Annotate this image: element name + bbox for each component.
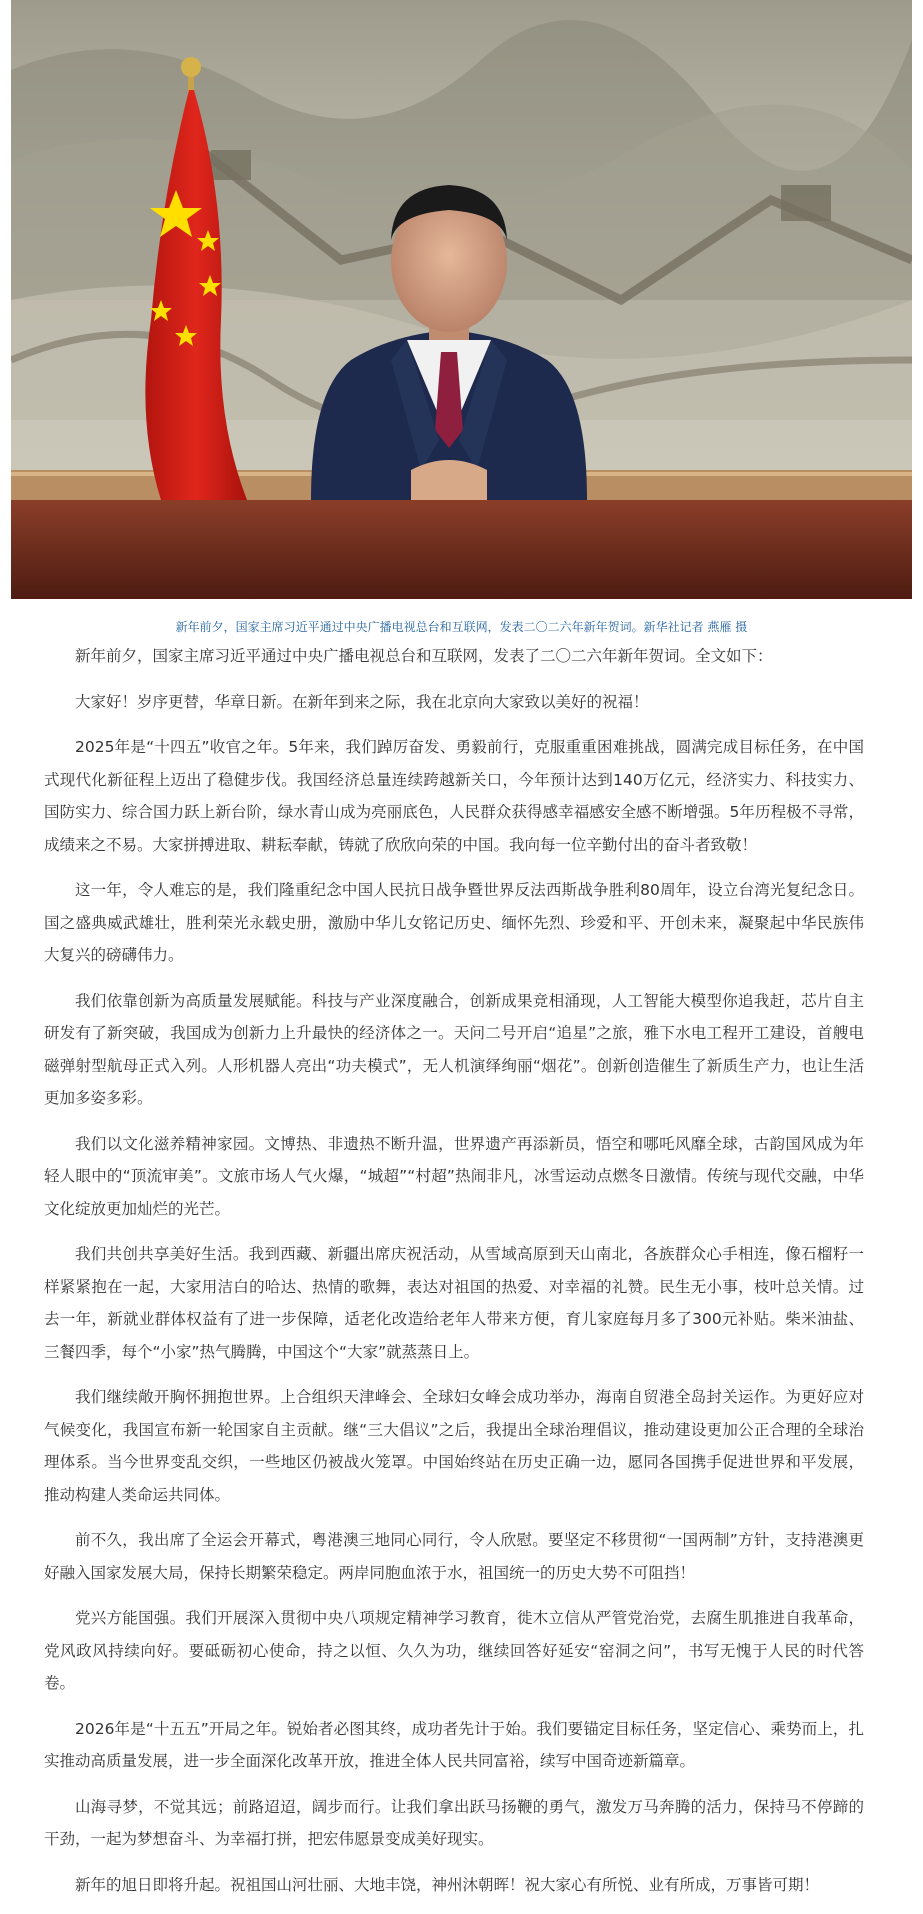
paragraph-text: 山海寻梦，不觉其远；前路迢迢，阔步而行。让我们拿出跃马扬鞭的勇气，激发万马奔腾的活力，保持马不停蹄的干劲，一起为梦想奋斗、为幸福打拼，把宏伟愿景变成美好现实。 bbox=[44, 1797, 864, 1848]
paragraph bbox=[44, 1869, 864, 1902]
paragraph bbox=[44, 1128, 864, 1226]
photo-caption: 新年前夕，国家主席习近平通过中央广播电视总台和互联网，发表二〇二六年新年贺词。新华社记者 燕雁 摄 bbox=[175, 620, 748, 634]
paragraph-text: 我们以文化滋养精神家园。文博热、非遗热不断升温，世界遗产再添新员，悟空和哪吒风靡全球，古韵国风成为年轻人眼中的“顶流审美”。文旅市场人气火爆，“城超”“村超”热闹非凡，冰雪运动点燃冬日激情。传统与现代交融，中华文化绽放更加灿烂的光芒。 bbox=[44, 1134, 864, 1218]
paragraph bbox=[44, 640, 864, 673]
paragraph-text: 2026年是“十五五”开局之年。锐始者必图其终，成功者先计于始。我们要锚定目标任务，坚定信心、乘势而上，扎实推动高质量发展，进一步全面深化改革开放，推进全体人民共同富裕，续写中国奇迹新篇章。 bbox=[44, 1719, 864, 1770]
paragraph-text: 大家好！岁序更替，华章日新。在新年到来之际，我在北京向大家致以美好的祝福！ bbox=[75, 692, 649, 711]
paragraph bbox=[44, 1524, 864, 1589]
news-photo bbox=[11, 0, 912, 599]
article-body bbox=[44, 640, 864, 1914]
paragraph bbox=[44, 1791, 864, 1856]
paragraph bbox=[44, 985, 864, 1115]
paragraph-text: 新年的旭日即将升起。祝祖国山河壮丽、大地丰饶，神州沐朝晖！祝大家心有所悦、业有所成，万事皆可期！ bbox=[75, 1875, 820, 1894]
paragraph-text: 我们依靠创新为高质量发展赋能。科技与产业深度融合，创新成果竞相涌现，人工智能大模型你追我赶，芯片自主研发有了新突破，我国成为创新力上升最快的经济体之一。天问二号开启“追星”之旅，雅下水电工程开工建设，首艘电磁弹射型航母正式入列。人形机器人亮出“功夫模式”，无人机演绎绚丽“烟花”。创新创造催生了新质生产力，也让生活更加多姿多彩。 bbox=[44, 991, 864, 1107]
paragraph bbox=[44, 1381, 864, 1511]
paragraph bbox=[44, 874, 864, 972]
paragraph-text: 我们共创共享美好生活。我到西藏、新疆出席庆祝活动，从雪域高原到天山南北，各族群众心手相连，像石榴籽一样紧紧抱在一起，大家用洁白的哈达、热情的歌舞，表达对祖国的热爱、对幸福的礼赞。民生无小事，枝叶总关情。过去一年，新就业群体权益有了进一步保障，适老化改造给老年人带来方便，育儿家庭每月多了300元补贴。柴米油盐、三餐四季，每个“小家”热气腾腾，中国这个“大家”就蒸蒸日上。 bbox=[44, 1245, 864, 1361]
paragraph bbox=[44, 1602, 864, 1700]
paragraph bbox=[44, 1238, 864, 1368]
paragraph bbox=[44, 686, 864, 719]
paragraph bbox=[44, 1713, 864, 1778]
paragraph-text: 前不久，我出席了全运会开幕式，粤港澳三地同心同行，令人欣慰。要坚定不移贯彻“一国两制”方针，支持港澳更好融入国家发展大局，保持长期繁荣稳定。两岸同胞血浓于水，祖国统一的历史大势不可阻挡！ bbox=[44, 1531, 864, 1582]
paragraph-text: 我们继续敞开胸怀拥抱世界。上合组织天津峰会、全球妇女峰会成功举办，海南自贸港全岛封关运作。为更好应对气候变化，我国宣布新一轮国家自主贡献。继“三大倡议”之后，我提出全球治理倡议，推动建设更加公正合理的全球治理体系。当今世界变乱交织，一些地区仍被战火笼罩。中国始终站在历史正确一边，愿同各国携手促进世界和平发展，推动构建人类命运共同体。 bbox=[44, 1388, 864, 1504]
paragraph-text: 这一年，令人难忘的是，我们隆重纪念中国人民抗日战争暨世界反法西斯战争胜利80周年，设立台湾光复纪念日。国之盛典威武雄壮，胜利荣光永载史册，激励中华儿女铭记历史、缅怀先烈、珍爱和平、开创未来，凝聚起中华民族伟大复兴的磅礴伟力。 bbox=[44, 881, 864, 964]
paragraph bbox=[44, 731, 864, 861]
paragraph-text: 新年前夕，国家主席习近平通过中央广播电视总台和互联网，发表了二〇二六年新年贺词。全文如下： bbox=[75, 647, 773, 665]
paragraph-text: 党兴方能国强。我们开展深入贯彻中央八项规定精神学习教育，徙木立信从严管党治党，去腐生肌推进自我革命，党风政风持续向好。要砥砺初心使命，持之以恒、久久为功，继续回答好延安“窑洞之问”，书写无愧于人民的时代答卷。 bbox=[44, 1609, 864, 1692]
paragraph-text: 2025年是“十四五”收官之年。5年来，我们踔厉奋发、勇毅前行，克服重重困难挑战，圆满完成目标任务，在中国式现代化新征程上迈出了稳健步伐。我国经济总量连续跨越新关口，今年预计达到140万亿元，经济实力、科技实力、国防实力、综合国力跃上新台阶，绿水青山成为亮丽底色，人民群众获得感幸福感安全感不断增强。5年历程极不寻常，成绩来之不易。大家拼搏进取、耕耘奉献，铸就了欣欣向荣的中国。我向每一位辛勤付出的奋斗者致敬！ bbox=[44, 738, 864, 854]
